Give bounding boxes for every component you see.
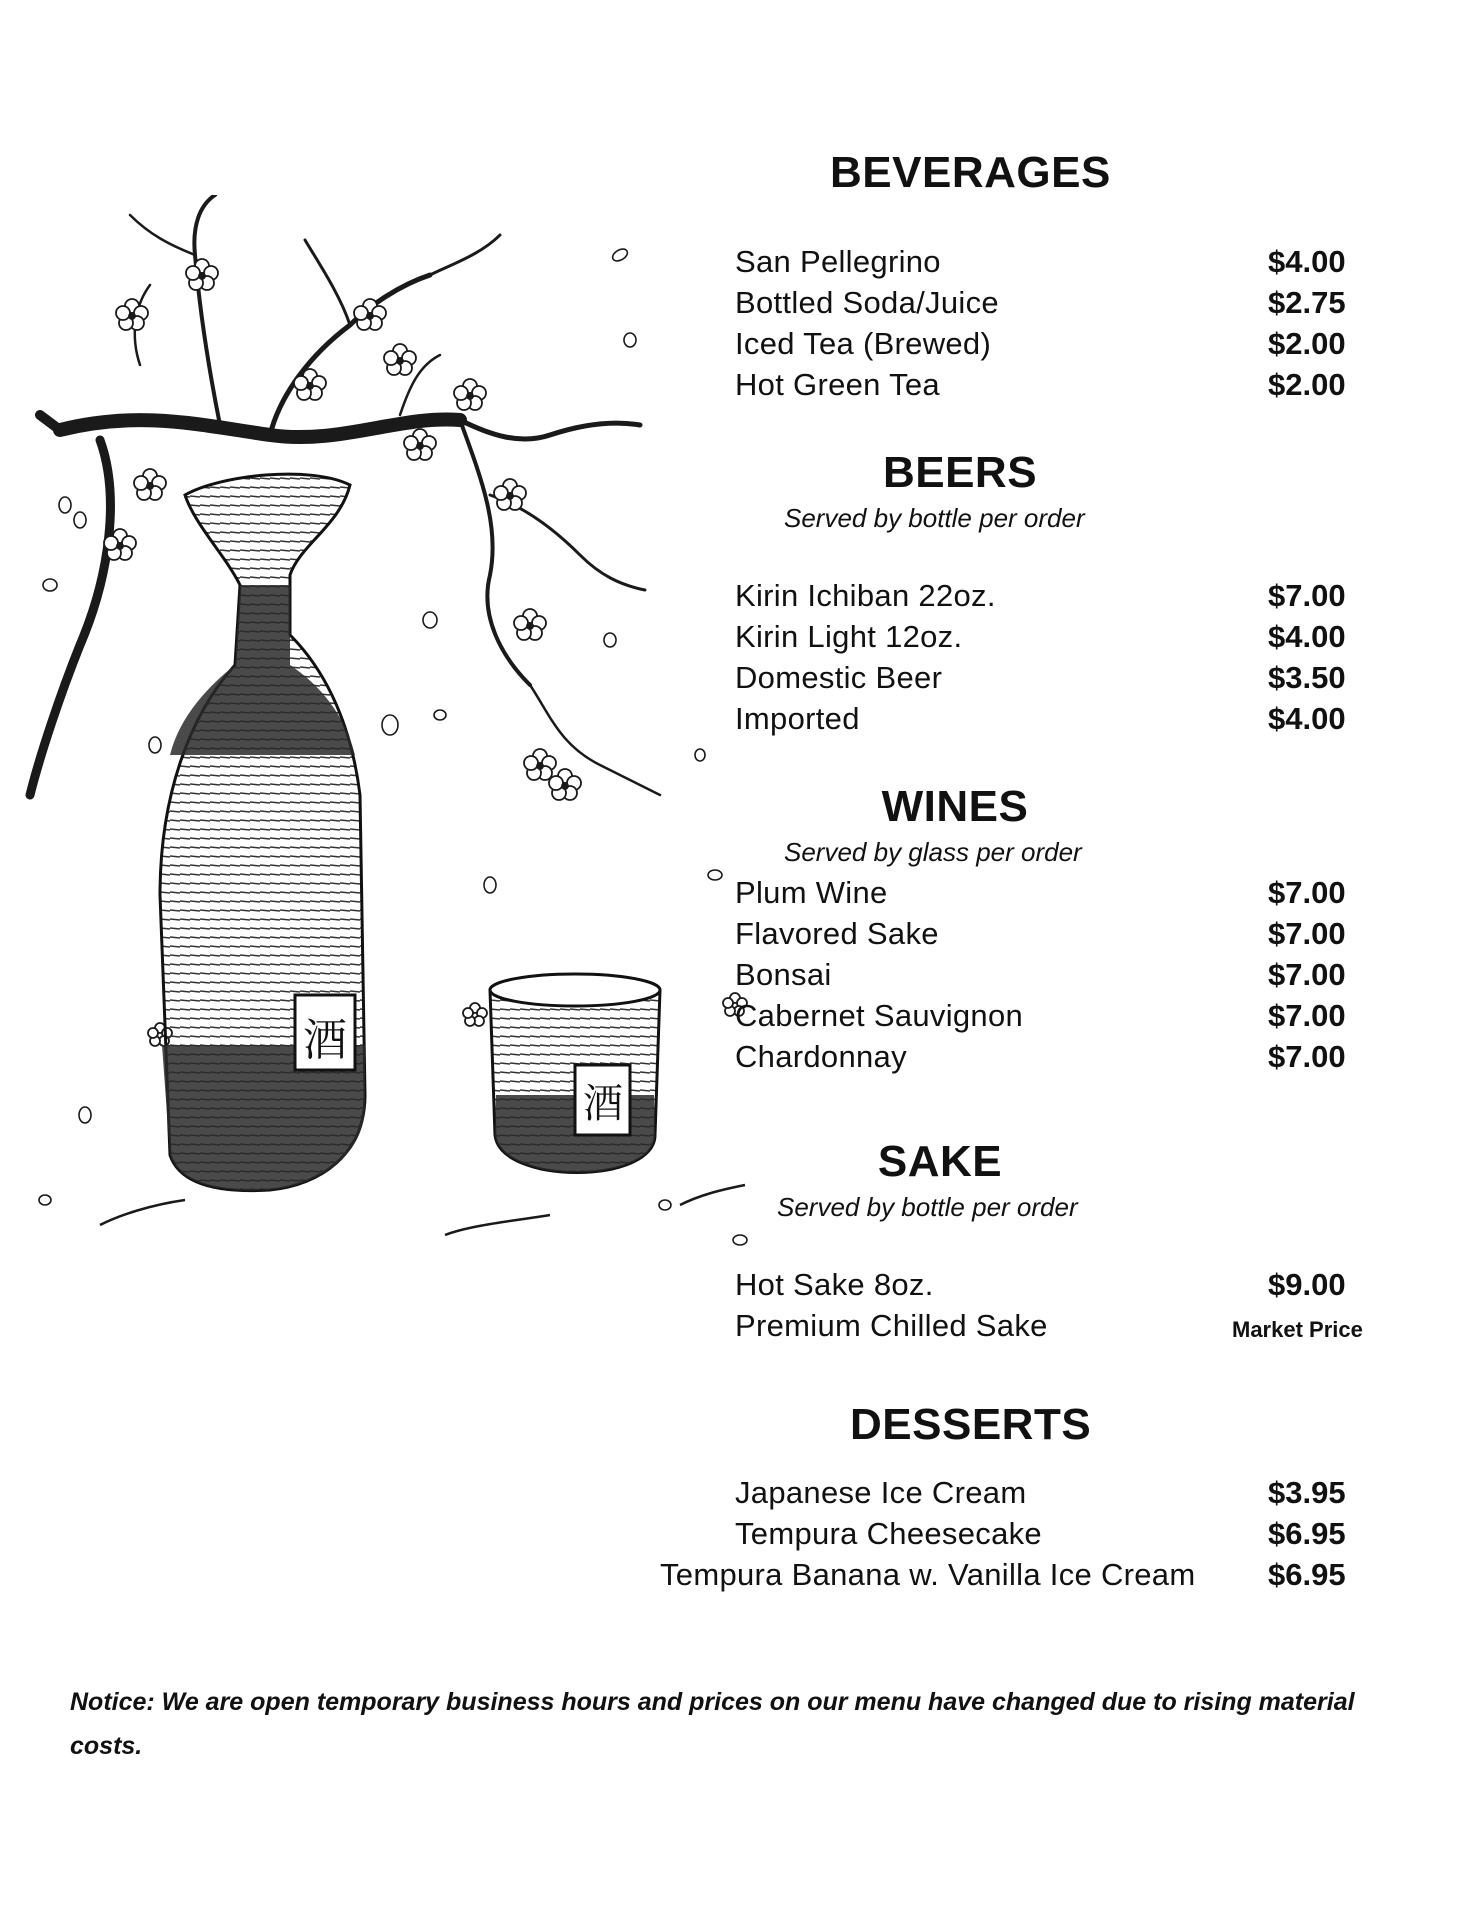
menu-item-name: Tempura Banana w. Vanilla Ice Cream [660,1557,1196,1592]
section-note-wines: Served by glass per order [784,837,1082,867]
menu-item-name: Iced Tea (Brewed) [735,326,992,361]
svg-text:酒: 酒 [583,1081,623,1127]
section-title-beverages: BEVERAGES [830,148,1111,197]
sake-illustration [20,195,760,1305]
twig-icons [100,1185,745,1235]
section-title-desserts: DESSERTS [850,1400,1092,1449]
menu-item-name: Bottled Soda/Juice [735,285,999,320]
section-title-beers: BEERS [882,448,1038,497]
menu-item-name: Premium Chilled Sake [735,1308,1048,1343]
section-title-wines: WINES [881,782,1029,831]
menu-item-name: Hot Green Tea [735,367,940,402]
menu-item-name: San Pellegrino [735,244,941,279]
menu-item-price: $7.00 [1268,998,1346,1033]
menu-item-price: $2.75 [1268,285,1346,320]
menu-item-price: $3.50 [1268,660,1346,695]
menu-item-name: Flavored Sake [735,916,939,951]
menu-item-name: Japanese Ice Cream [735,1475,1027,1510]
menu-item-price: $7.00 [1268,957,1346,992]
menu-item-name: Imported [735,701,860,736]
menu-item-name: Bonsai [735,957,832,992]
menu-item-price: $2.00 [1268,326,1346,361]
section-note-beers: Served by bottle per order [784,503,1085,533]
menu-item-name: Hot Sake 8oz. [735,1267,934,1302]
section-title-sake: SAKE [877,1137,1003,1186]
menu-item-price: $7.00 [1268,875,1346,910]
menu-item-price: $9.00 [1268,1267,1346,1302]
sake-cup-icon [490,974,660,1173]
menu-item-price: $4.00 [1268,244,1346,279]
menu-item-price: $7.00 [1268,1039,1346,1074]
menu-item-price: $6.95 [1268,1557,1346,1592]
menu-item-name: Kirin Light 12oz. [735,619,963,654]
menu-item-price: $7.00 [1268,578,1346,613]
menu-item-price: $6.95 [1268,1516,1346,1551]
menu-item-price: Market Price [1232,1317,1363,1342]
kanji-label: 酒 [303,1015,347,1066]
menu-item-name: Kirin Ichiban 22oz. [735,578,996,613]
menu-item-price: $3.95 [1268,1475,1346,1510]
sake-bottle-icon [160,474,365,1190]
notice-text: Notice: We are open temporary business hours and prices on our menu have changed due to rising material costs. [70,1688,1355,1760]
menu-item-price: $4.00 [1268,701,1346,736]
menu-item-name: Tempura Cheesecake [735,1516,1042,1551]
menu-item-price: $7.00 [1268,916,1346,951]
menu-item-price: $2.00 [1268,367,1346,402]
menu-item-name: Plum Wine [735,875,888,910]
menu-item-price: $4.00 [1268,619,1346,654]
section-note-sake: Served by bottle per order [777,1192,1078,1222]
menu-item-name: Domestic Beer [735,660,943,695]
menu-item-name: Cabernet Sauvignon [735,998,1024,1033]
menu-item-name: Chardonnay [735,1039,907,1074]
